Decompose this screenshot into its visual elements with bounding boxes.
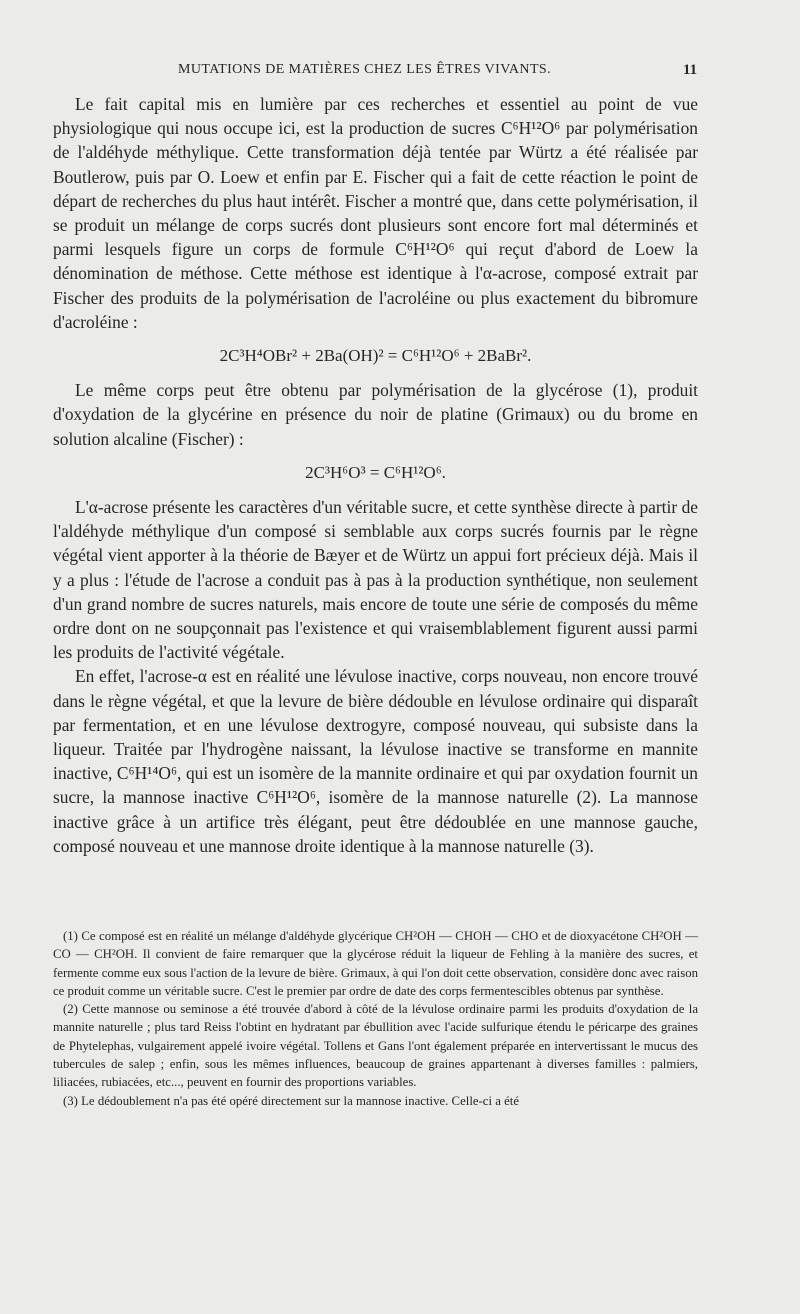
footnote: (1) Ce composé est en réalité un mélange d'aldéhyde glycérique CH²OH — CHOH — CHO et de dioxyacétone CH²OH — CO — CH²OH. Il convient de faire remarquer que la glycérose réduit la liqueur de Fehling à la manière des sucres, et fermente comme eux sous l'action de la levure de bière. Grimaux, à qui l'on doit cette observation, considère donc avec raison ce produit comme un véritable sucre. C'est le premier par ordre de date des corps fermentescibles obtenus par synthèse.	[53, 929, 698, 998]
footnote: (2) Cette mannose ou seminose a été trouvée d'abord à côté de la lévulose ordinaire parmi les produits d'oxydation de la mannite naturelle ; plus tard Reiss l'obtint en hydratant par ébullition avec l'acide sulfurique étendu le péricarpe des graines de Phytelephas, vulgairement appelé ivoire végétal. Tollens et Gans l'ont également préparée en intervertissant le mucus des tubercules de salep ; enfin, sous les mêmes influences, beaucoup de graines appartenant à diverses familles : palmiers, liliacées, rubiacées, etc..., peuvent en fournir des proportions variables.	[53, 1002, 698, 1090]
footnote: (3) Le dédoublement n'a pas été opéré directement sur la mannose inactive. Celle-ci a été	[63, 1093, 520, 1108]
equation: 2C³H⁴OBr² + 2Ba(OH)² = C⁶H¹²O⁶ + 2BaBr².	[219, 346, 532, 366]
body-text	[53, 92, 698, 858]
footnotes	[53, 927, 698, 1110]
paragraph: L'α-acrose présente les caractères d'un véritable sucre, et cette synthèse directe à partir de l'aldéhyde méthylique d'un composé si semblable aux corps sucrés fournis par le règne végétal vient apporter à la théorie de Bæyer et de Würtz un appui fort précieux déjà. Mais il y a plus : l'étude de l'acrose a conduit pas à pas à la production synthétique, non seulement d'un grand nombre de sucres naturels, mais encore de toute une série de composés du même ordre dont on ne soupçonnait pas l'existence et qui vraisemblablement figurent aussi parmi les produits de l'activité végétale.	[53, 497, 698, 663]
paragraph: En effet, l'acrose-α est en réalité une lévulose inactive, corps nouveau, non encore trouvé dans le règne végétal, et que la levure de bière dédouble en lévulose ordinaire qui disparaît par fermentation, et en une lévulose dextrogyre, composé nouveau, qui subsiste dans la liqueur. Traitée par l'hydrogène naissant, la lévulose inactive se transforme en mannite inactive, C⁶H¹⁴O⁶, qui est un isomère de la mannite ordinaire et qui par oxydation fournit un sucre, la mannose inactive C⁶H¹²O⁶, isomère de la mannose naturelle (2). La mannose inactive grâce à un artifice très élégant, peut être dédoublée en une mannose gauche, composé nouveau et une mannose droite identique à la mannose naturelle (3).	[53, 666, 698, 856]
paragraph: Le même corps peut être obtenu par polymérisation de la glycérose (1), produit d'oxydation de la glycérine en présence du noir de platine (Grimaux) ou du brome en solution alcaline (Fischer) :	[53, 380, 698, 449]
equation: 2C³H⁶O³ = C⁶H¹²O⁶.	[305, 462, 446, 482]
paragraph: Le fait capital mis en lumière par ces recherches et essentiel au point de vue physiologique qui nous occupe ici, est la production de sucres C⁶H¹²O⁶ par polymérisation de l'aldéhyde méthylique. Cette transformation déjà tentée par Würtz a été réalisée par Boutlerow, puis par O. Loew et enfin par E. Fischer qui a fait de cette réaction le point de départ de recherches du plus haut intérêt. Fischer a montré que, dans cette polymérisation, il se produit un mélange de corps sucrés dont plusieurs sont encore fort mal déterminés et parmi lesquels figure un corps de formule C⁶H¹²O⁶ qui reçut d'abord de Loew la dénomination de méthose. Cette méthose est identique à l'α-acrose, composé extrait par Fischer des produits de la polymérisation de l'acroléine ou plus exactement du bibromure d'acroléine :	[53, 94, 698, 332]
page-number: 11	[683, 62, 698, 78]
running-title: MUTATIONS DE MATIÈRES CHEZ LES ÊTRES VIVANTS.	[178, 62, 551, 77]
